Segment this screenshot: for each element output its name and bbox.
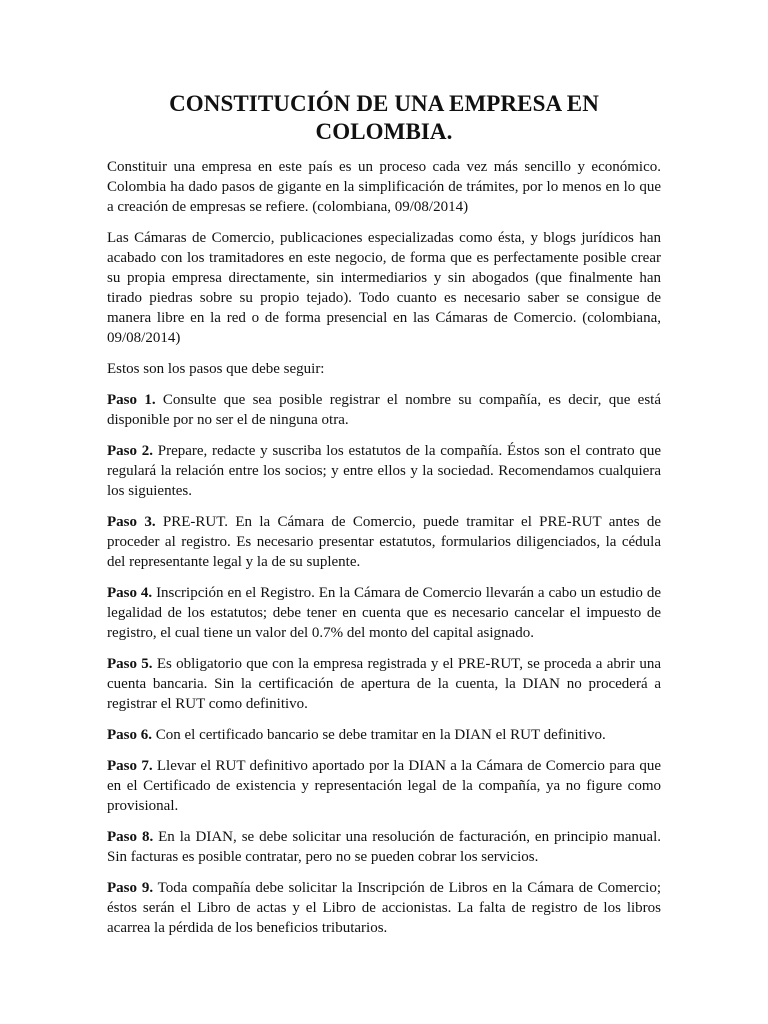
step-4-label: Paso 4. [107,585,153,601]
step-3-label: Paso 3. [107,514,156,530]
step-9-text: Toda compañía debe solicitar la Inscripción de Libros en la Cámara de Comercio; éstos serán el Libro de actas y el Libro de accionistas. La falta de registro de los libros acarrea la pérdida de los beneficios tributarios. [107,880,661,936]
step-7 [107,756,661,816]
steps-intro: Estos son los pasos que debe seguir: [107,361,325,377]
step-9 [107,878,661,938]
step-7-label: Paso 7. [107,758,153,774]
step-9-label: Paso 9. [107,880,154,896]
intro-paragraph: Constituir una empresa en este país es un proceso cada vez más sencillo y económico. Colombia ha dado pasos de gigante en la simplificación de trámites, por lo menos en lo que a creación de empresas se refiere. (colombiana, 09/08/2014) [107,159,661,215]
step-1-text: Consulte que sea posible registrar el nombre su compañía, es decir, que está disponible por no ser el de ninguna otra. [107,392,662,428]
document-title [107,90,661,146]
step-7-text: Llevar el RUT definitivo aportado por la DIAN a la Cámara de Comercio para que en el Certificado de existencia y representación legal de la compañía, ya no figure como provisional. [107,758,662,814]
step-3 [107,512,661,572]
chambers-paragraph: Las Cámaras de Comercio, publicaciones especializadas como ésta, y blogs jurídicos han acabado con los tramitadores en este negocio, de forma que es perfectamente posible crear su propia empresa directamente, sin intermediarios y sin abogados (que finalmente han tirado piedras sobre su propio tejado). Todo cuanto es necesario saber se consigue de manera libre en la red o de forma presencial en las Cámaras de Comercio. (colombiana, 09/08/2014) [107,230,661,346]
step-6-text: Con el certificado bancario se debe tramitar en la DIAN el RUT definitivo. [152,727,606,743]
step-1-label: Paso 1. [107,392,156,408]
document-page [107,90,661,949]
step-6-label: Paso 6. [107,727,152,743]
step-3-text: PRE-RUT. En la Cámara de Comercio, puede tramitar el PRE-RUT antes de proceder al registro. Es necesario presentar estatutos, formularios diligenciados, la cédula del representante legal y la de su suplente. [107,514,662,570]
title-line-2: COLOMBIA. [315,119,453,144]
step-8-text: En la DIAN, se debe solicitar una resolución de facturación, en principio manual. Sin facturas es posible contratar, pero no se pueden cobrar los servicios. [107,829,662,865]
step-4 [107,583,661,643]
step-1 [107,390,661,430]
step-5 [107,654,661,714]
step-5-text: Es obligatorio que con la empresa registrada y el PRE-RUT, se proceda a abrir una cuenta bancaria. Sin la certificación de apertura de la cuenta, la DIAN no procederá a registrar el RUT como definitivo. [107,656,662,712]
step-8-label: Paso 8. [107,829,154,845]
step-5-label: Paso 5. [107,656,153,672]
step-2-label: Paso 2. [107,443,153,459]
step-2 [107,441,661,501]
step-2-text: Prepare, redacte y suscriba los estatutos de la compañía. Éstos son el contrato que regulará la relación entre los socios; y entre ellos y la sociedad. Recomendamos cualquiera los siguientes. [107,443,661,499]
step-6 [107,725,661,745]
step-8 [107,827,661,867]
title-line-1: CONSTITUCIÓN DE UNA EMPRESA EN [169,91,599,116]
step-4-text: Inscripción en el Registro. En la Cámara de Comercio llevarán a cabo un estudio de legalidad de los estatutos; debe tener en cuenta que es necesario cancelar el impuesto de registro, el cual tiene un valor del 0.7% del monto del capital asignado. [107,585,661,641]
